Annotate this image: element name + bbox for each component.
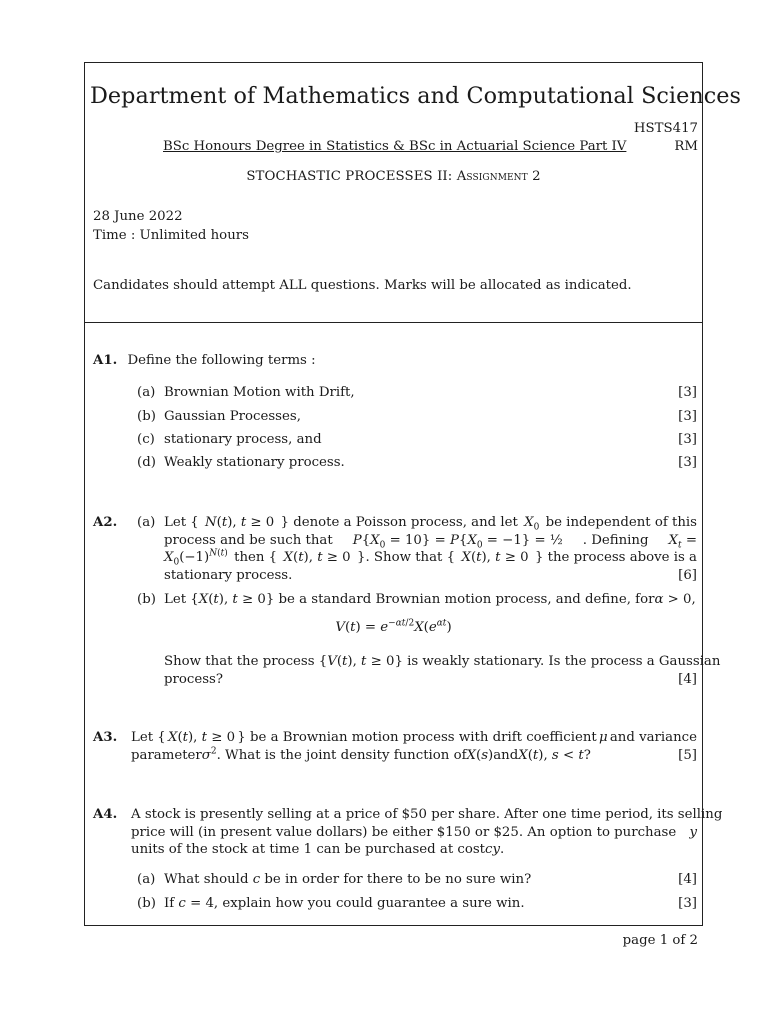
- marks: [4]: [678, 872, 697, 887]
- marks: [6]: [678, 568, 697, 584]
- equation-v: $V(t) = e^{-\alpha t/2}X(e^{\alpha t})$: [335, 618, 452, 635]
- list-item: (c) stationary process, and [3]: [137, 432, 697, 447]
- marks: [3]: [678, 385, 697, 400]
- question-a2-part-b: Let { X(t), t ≥ 0 } be a standard Brownian motion process, and define, for α > 0,: [164, 592, 696, 607]
- list-item: (b) Gaussian Processes, [3]: [137, 409, 697, 424]
- questions-box: [84, 322, 723, 926]
- degree-line: BSc Honours Degree in Statistics & BSc in Actuarial Science Part IV: [163, 139, 627, 154]
- question-a3-label: A3.: [93, 730, 118, 745]
- question-intro: Define the following terms :: [127, 353, 316, 368]
- part-label: (a): [137, 515, 156, 530]
- page-number: page 1 of 2: [622, 933, 698, 948]
- marks: [3]: [678, 409, 697, 424]
- instructions: Candidates should attempt ALL questions. Marks will be allocated as indicated.: [93, 278, 632, 293]
- part-label: (b): [137, 592, 156, 607]
- list-item: (a) What should c be in order for there to be no sure win? [4]: [137, 872, 697, 887]
- marks: [3]: [678, 896, 697, 911]
- list-item: (b) If c = 4, explain how you could guarantee a sure win. [3]: [137, 896, 697, 911]
- marks: [5]: [678, 747, 697, 763]
- exam-date: 28 June 2022: [93, 209, 183, 224]
- question-a4-label: A4.: [93, 807, 118, 822]
- marks: [4]: [678, 671, 697, 687]
- question-a1: [93, 353, 316, 369]
- course-title: STOCHASTIC PROCESSES II: Assignment 2: [246, 169, 541, 184]
- question-a3: Let { X(t), t ≥ 0 } be a Brownian motion process with drift coefficient μ and variance parameter $\sigma^2$ . What is the joint density function of X(s) and X(t), s < t? [5]: [131, 730, 697, 763]
- question-a4: A stock is presently selling at a price of $50 per share. After one time period, its selling price will (in present value dollars) be either $150 or $25. An option to purchase y units of the stock at time 1 can be purchased at cost cy.: [131, 807, 723, 858]
- marks: [3]: [678, 432, 697, 447]
- department-title: Department of Mathematics and Computational Sciences: [90, 83, 742, 109]
- exam-time: Time : Unlimited hours: [93, 228, 249, 243]
- marks: [3]: [678, 455, 697, 470]
- list-item: (a) Brownian Motion with Drift, [3]: [137, 385, 697, 400]
- course-code: HSTS417: [633, 121, 698, 136]
- list-item: (d) Weakly stationary process. [3]: [137, 455, 697, 470]
- question-a2-label: A2.: [93, 515, 118, 530]
- question-a2-part-a: Let { N(t), t ≥ 0 } denote a Poisson process, and let $X_0$ be independent of this process and be such that $P\{X_0 = 10\} = P\{X_0 = -1\}$ = ½ . Defining $X_t$ = $X_0(-1)^{N(t)}$ then { X(t), t ≥ 0 }. Show that { X(t), t ≥ 0 } the process above is a stationary process. [6]: [164, 515, 697, 584]
- examiner-initials: RM: [674, 139, 698, 154]
- question-a2-part-b-cont: Show that the process { V(t), t ≥ 0 } is weakly stationary. Is the process a Gaussian process? [4]: [164, 654, 721, 687]
- question-label: A1.: [93, 353, 118, 368]
- exam-header: [84, 62, 742, 323]
